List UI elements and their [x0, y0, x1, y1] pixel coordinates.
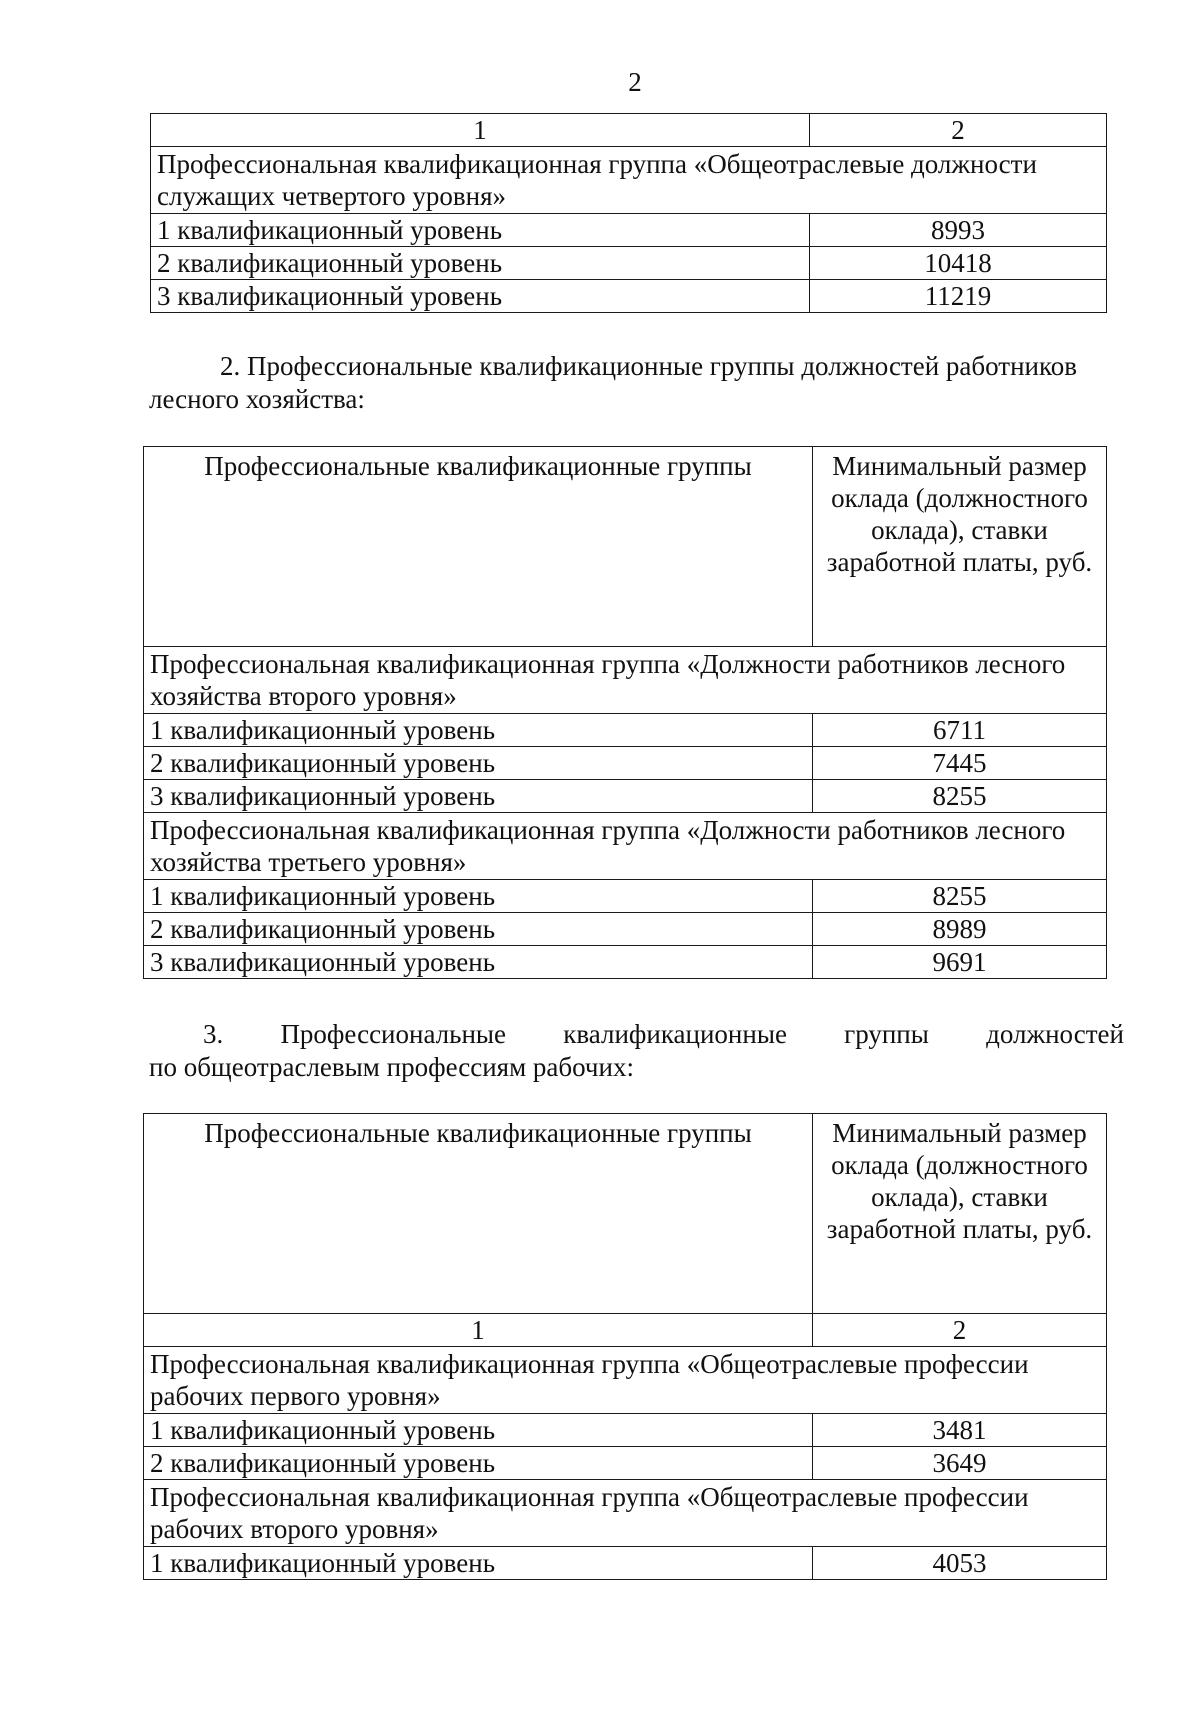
salary-value: 9691: [813, 946, 1107, 979]
level-label: 2 квалификационный уровень: [151, 247, 810, 280]
level-label: 1 квалификационный уровень: [151, 214, 810, 247]
heading-word: 3.: [203, 1019, 224, 1049]
table-row: [144, 1447, 1107, 1480]
salary-value: 6711: [813, 714, 1107, 747]
header-qualification-groups: Профессиональные квалификационные группы: [144, 1114, 813, 1314]
table-row: [144, 813, 1107, 880]
column-number-2: 2: [813, 1314, 1107, 1347]
heading-word: квалификационные: [563, 1019, 787, 1049]
level-label: 3 квалификационный уровень: [144, 946, 813, 979]
salary-value: 8255: [813, 880, 1107, 913]
table-worker-professions: [143, 1113, 1107, 1580]
heading-word: Профессиональные: [280, 1019, 507, 1049]
salary-value: 11219: [810, 280, 1107, 313]
page-number: 2: [628, 67, 642, 97]
table-row: [144, 647, 1107, 714]
table-row: [151, 247, 1107, 280]
section-2-heading: 2. Профессиональные квалификационные группы должностей работников лесного хозяйства:: [149, 351, 1077, 414]
header-qualification-groups: Профессиональные квалификационные группы: [144, 447, 813, 647]
table-row: [151, 214, 1107, 247]
group-title: Профессиональная квалификационная группа «Общеотраслевые профессии рабочих второго уровня»: [144, 1480, 1107, 1547]
column-number-2: 2: [810, 114, 1107, 147]
heading-word: группы: [844, 1019, 929, 1049]
table-row: [144, 913, 1107, 946]
salary-value: 8993: [810, 214, 1107, 247]
header-minimum-salary: Минимальный размер оклада (должностного оклада), ставки заработной платы, руб.: [813, 1114, 1107, 1314]
salary-value: 8989: [813, 913, 1107, 946]
level-label: 1 квалификационный уровень: [144, 880, 813, 913]
table-office-positions-level4: [150, 113, 1107, 313]
heading-word: должностей: [986, 1019, 1124, 1049]
table-row: [144, 1480, 1107, 1547]
table-row: [144, 1347, 1107, 1414]
level-label: 2 квалификационный уровень: [144, 1447, 813, 1480]
table-row: [151, 280, 1107, 313]
group-title: Профессиональная квалификационная группа «Должности работников лесного хозяйства второго уровня»: [144, 647, 1107, 714]
table-row: [144, 780, 1107, 813]
header-minimum-salary: Минимальный размер оклада (должностного оклада), ставки заработной платы, руб.: [813, 447, 1107, 647]
table-row: [151, 147, 1107, 214]
table-row: [144, 1114, 1107, 1314]
section-3-heading-line-1: [149, 1018, 1124, 1051]
salary-value: 3481: [813, 1414, 1107, 1447]
column-number-1: 1: [151, 114, 810, 147]
table-row: [144, 747, 1107, 780]
salary-value: 4053: [813, 1547, 1107, 1580]
salary-value: 7445: [813, 747, 1107, 780]
level-label: 2 квалификационный уровень: [144, 913, 813, 946]
level-label: 1 квалификационный уровень: [144, 714, 813, 747]
table-row: [144, 1547, 1107, 1580]
table-row: [144, 714, 1107, 747]
level-label: 2 квалификационный уровень: [144, 747, 813, 780]
level-label: 1 квалификационный уровень: [144, 1547, 813, 1580]
table-row: [144, 946, 1107, 979]
table-row: [144, 880, 1107, 913]
group-title: Профессиональная квалификационная группа «Общеотраслевые профессии рабочих первого уровня»: [144, 1347, 1107, 1414]
group-title: Профессиональная квалификационная группа «Должности работников лесного хозяйства третьего уровня»: [144, 813, 1107, 880]
column-number-1: 1: [144, 1314, 813, 1347]
section-3-heading-line-2: по общеотраслевым профессиям рабочих:: [149, 1052, 634, 1082]
level-label: 3 квалификационный уровень: [144, 780, 813, 813]
salary-value: 3649: [813, 1447, 1107, 1480]
table-row: [151, 114, 1107, 147]
table-forestry-positions: [143, 446, 1107, 979]
section-3-heading: [149, 1018, 1124, 1084]
salary-value: 10418: [810, 247, 1107, 280]
group-title: Профессиональная квалификационная группа «Общеотраслевые должности служащих четвертого уровня»: [151, 147, 1107, 214]
table-row: [144, 1314, 1107, 1347]
table-row: [144, 1414, 1107, 1447]
salary-value: 8255: [813, 780, 1107, 813]
table-row: [144, 447, 1107, 647]
level-label: 3 квалификационный уровень: [151, 280, 810, 313]
level-label: 1 квалификационный уровень: [144, 1414, 813, 1447]
